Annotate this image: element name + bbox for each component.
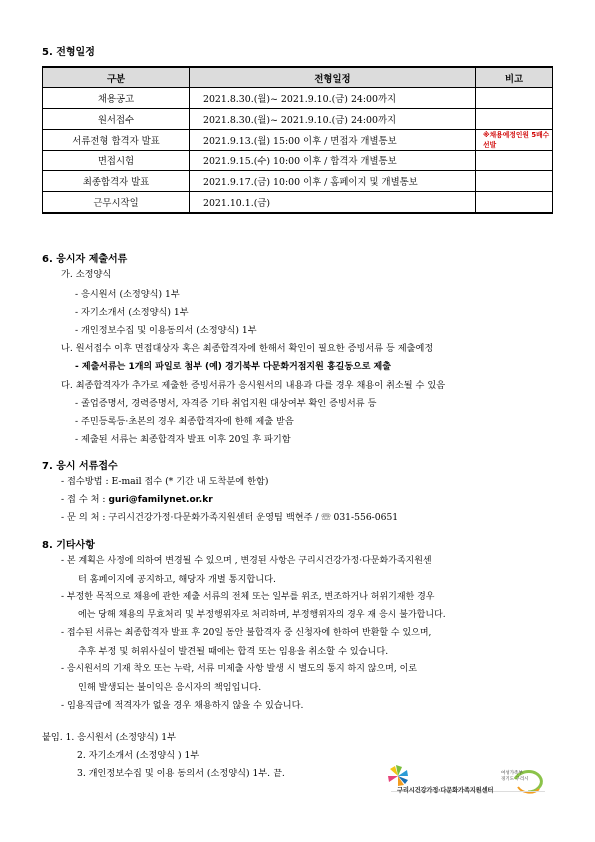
doc-item: - 졸업증명서, 경력증명서, 자격증 기타 취업지원 대상여부 확인 증빙서류 등 (75, 398, 377, 409)
selection-note: ※채용예정인원 5배수 선발 (483, 130, 550, 149)
table-row (43, 88, 553, 109)
table-row (43, 192, 553, 213)
header-category: 구분 (43, 67, 190, 88)
table-row (43, 150, 553, 171)
row-note (476, 108, 553, 129)
contact-info: - 문 의 처 : 구리시건강가정·다문화가족지원센터 운영팀 백현주 / ☏ 031-556-0651 (61, 512, 399, 523)
row-label: 채용공고 (43, 88, 190, 109)
submit-place (61, 491, 213, 505)
row-schedule: 2021.8.30.(월)~ 2021.9.10.(금) 24:00까지 (190, 88, 476, 109)
schedule-table (42, 66, 553, 214)
doc-a-heading: 가. 소정양식 (61, 269, 112, 280)
doc-c-heading: 다. 최종합격자가 추가로 제출한 증빙서류가 응시원서의 내용과 다를 경우 채용이 취소될 수 있음 (61, 380, 446, 391)
row-schedule: 2021.9.13.(월) 15:00 이후 / 면접자 개별통보 (190, 129, 476, 150)
attachment-1: 붙임. 1. 응시원서 (소정양식) 1부 (42, 732, 177, 743)
section-5-title: 5. 전형일정 (42, 47, 95, 58)
section-7-title: 7. 응시 서류접수 (42, 461, 118, 472)
row-note (476, 171, 553, 192)
schedule-header-row (43, 67, 553, 88)
row-note (476, 150, 553, 171)
row-label: 서류전형 합격자 발표 (43, 129, 190, 150)
row-schedule: 2021.10.1.(금) (190, 192, 476, 213)
logo-text: 구리시건강가정·다문화가족지원센터 (397, 787, 494, 794)
doc-file-instruction: - 제출서류는 1개의 파일로 첨부 (예) 경기북부 다문화거점지원 홍길동으로 제출 (75, 362, 391, 372)
doc-item: - 제출된 서류는 최종합격자 발표 이후 20일 후 파기함 (75, 434, 291, 445)
row-note (476, 88, 553, 109)
etc-line: 인해 발생되는 불이익은 응시자의 책임입니다. (78, 682, 262, 693)
etc-line: 에는 당해 채용의 무효처리 및 부정행위자로 처리하며, 부정행위자의 경우 재 응시 불가합니다. (78, 610, 446, 620)
etc-line: 터 홈페이지에 공지하고, 해당자 개별 통지합니다. (78, 574, 276, 585)
doc-item: - 자기소개서 (소정양식) 1부 (75, 307, 189, 318)
logo-sub-text: 여성가족부 경기도 구리시 (501, 771, 529, 782)
header-remark: 비고 (476, 67, 553, 88)
attachment-2: 2. 자기소개서 (소정양식 ) 1부 (77, 750, 200, 761)
table-row (43, 171, 553, 192)
row-label: 최종합격자 발표 (43, 171, 190, 192)
etc-line: - 접수된 서류는 최종합격자 발표 후 20일 동안 불합격자 중 신청자에 한하여 반환할 수 있으며, (61, 628, 432, 638)
table-row (43, 108, 553, 129)
etc-line: - 응시원서의 기재 착오 또는 누락, 서류 미제출 사항 발생 시 별도의 통지 하지 않으며, 이로 (61, 664, 417, 674)
etc-line: - 임용직급에 적격자가 없을 경우 채용하지 않을 수 있습니다. (61, 700, 304, 711)
row-label: 면접시험 (43, 150, 190, 171)
doc-item: - 응시원서 (소정양식) 1부 (75, 289, 180, 300)
table-row (43, 129, 553, 150)
etc-line: - 본 계획은 사정에 의하여 변경될 수 있으며 , 변경된 사항은 구리시건강가정·다문화가족지원센 (61, 556, 432, 566)
doc-b-heading: 나. 원서접수 이후 면접대상자 혹은 최종합격자에 한해서 확인이 필요한 증빙서류 등 제출예정 (61, 343, 434, 354)
row-label: 원서접수 (43, 108, 190, 129)
row-note (476, 192, 553, 213)
row-schedule: 2021.9.17.(금) 10:00 이후 / 홈페이지 및 개별통보 (190, 171, 476, 192)
section-6-title: 6. 응시자 제출서류 (42, 254, 128, 265)
row-schedule: 2021.8.30.(월)~ 2021.9.10.(금) 24:00까지 (190, 108, 476, 129)
row-schedule: 2021.9.15.(수) 10:00 이후 / 합격자 개별통보 (190, 150, 476, 171)
attachment-3: 3. 개인정보수집 및 이용 동의서 (소정양식) 1부. 끝. (77, 768, 285, 779)
etc-line: 추후 부정 및 허위사실이 발견될 때에는 합격 또는 임용을 취소할 수 있습니다. (78, 646, 389, 657)
submit-place-label: - 접 수 처 : (61, 494, 106, 505)
section-8-title: 8. 기타사항 (42, 540, 95, 551)
submit-method: - 접수방법 : E-mail 접수 (* 기간 내 도착분에 한함) (61, 476, 269, 487)
doc-item: - 개인정보수집 및 이용동의서 (소정양식) 1부 (75, 325, 257, 336)
row-label: 근무시작일 (43, 192, 190, 213)
etc-line: - 부정한 목적으로 채용에 관한 제출 서류의 전체 또는 일부를 위조, 변조하거나 허위기재한 경우 (61, 592, 435, 602)
header-schedule: 전형일정 (190, 67, 476, 88)
submit-email-link[interactable]: guri@familynet.or.kr (108, 495, 213, 505)
center-logo (387, 765, 547, 803)
doc-item: - 주민등록등·초본의 경우 최종합격자에 한해 제출 받음 (75, 416, 294, 427)
